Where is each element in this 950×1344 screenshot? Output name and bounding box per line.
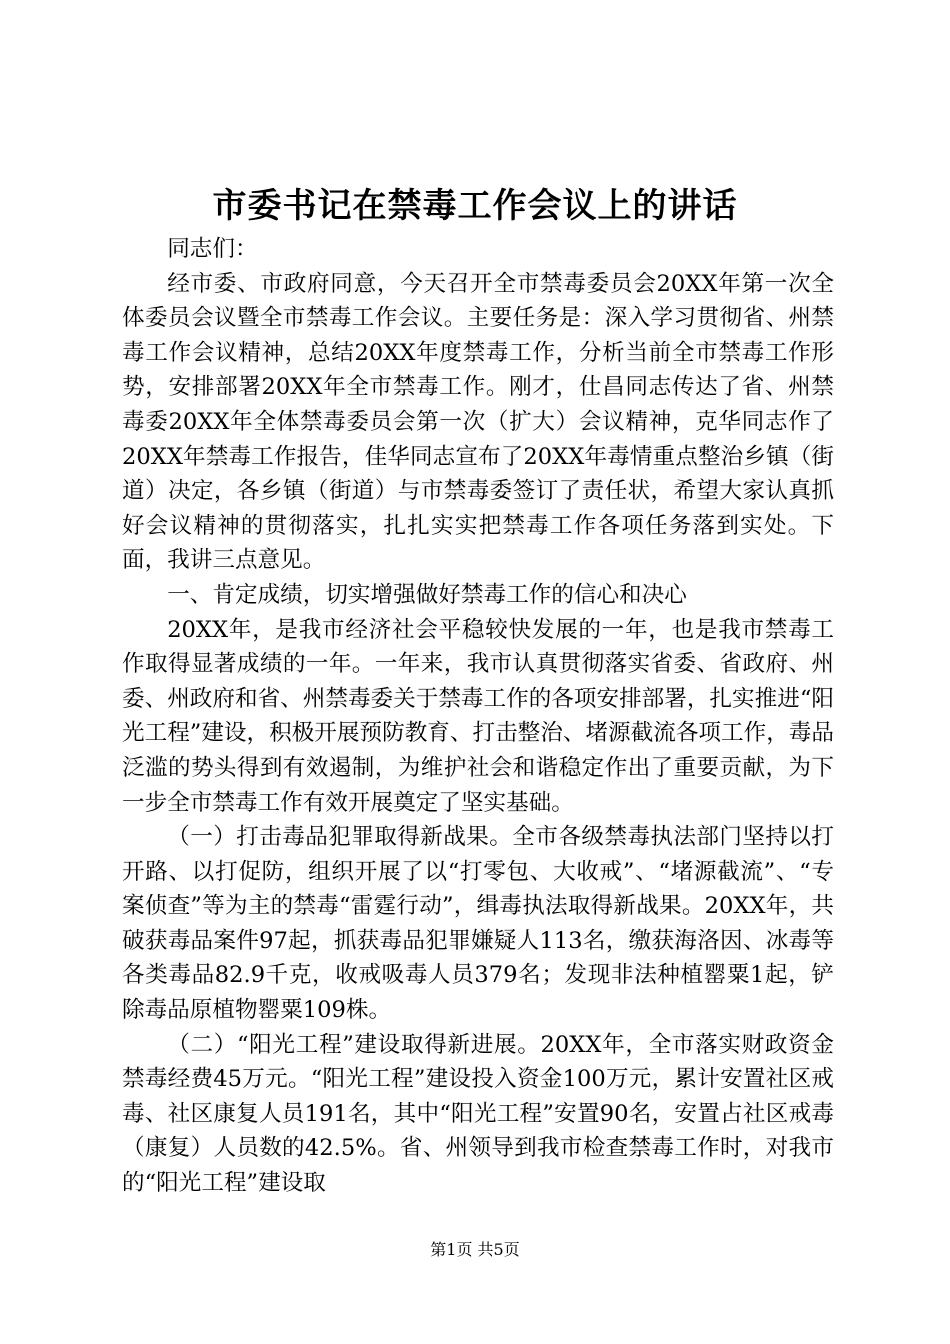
salutation-paragraph: 同志们： <box>167 236 258 262</box>
document-title: 市委书记在禁毒工作会议上的讲话 <box>212 186 738 226</box>
document-body <box>122 232 834 1201</box>
body-paragraph: 20XX年，是我市经济社会平稳较快发展的一年，也是我市禁毒工作取得显著成绩的一年。一年来，我市认真贯彻落实省委、省政府、州委、州政府和省、州禁毒委关于禁毒工作的各项安排部署，扎实推进“阳光工程”建设，积极开展预防教育、打击整治、堵源截流各项工作，毒品泛滥的势头得到有效遏制，为维护社会和谐稳定作出了重要贡献，为下一步全市禁毒工作有效开展奠定了坚实基础。 <box>122 616 834 816</box>
section-heading: 一、肯定成绩，切实增强做好禁毒工作的信心和决心 <box>167 581 687 608</box>
body-paragraph: （一）打击毒品犯罪取得新战果。全市各级禁毒执法部门坚持以打开路、以打促防，组织开展了以“打零包、大收戒”、“堵源截流”、“专案侦查”等为主的禁毒“雷霆行动”，缉毒执法取得新战果。20XX年，共破获毒品案件97起，抓获毒品犯罪嫌疑人113名，缴获海洛因、冰毒等各类毒品82.9千克，收戒吸毒人员379名；发现非法种植罂粟1起，铲除毒品原植物罂粟109株。 <box>122 824 834 1024</box>
body-paragraph: （二）“阳光工程”建设取得新进展。20XX年，全市落实财政资金禁毒经费45万元。“阳光工程”建设投入资金100万元，累计安置社区戒毒、社区康复人员191名，其中“阳光工程”安置90名，安置占社区戒毒（康复）人员数的42.5%。省、州领导到我市检查禁毒工作时，对我市的“阳光工程”建设取 <box>122 1031 834 1197</box>
body-paragraph: 经市委、市政府同意，今天召开全市禁毒委员会20XX年第一次全体委员会议暨全市禁毒工作会议。主要任务是：深入学习贯彻省、州禁毒工作会议精神，总结20XX年度禁毒工作，分析当前全市禁毒工作形势，安排部署20XX年全市禁毒工作。刚才，仕昌同志传达了省、州禁毒委20XX年全体禁毒委员会第一次（扩大）会议精神，克华同志作了20XX年禁毒工作报告，佳华同志宣布了20XX年毒情重点整治乡镇（街道）决定，各乡镇（街道）与市禁毒委签订了责任状，希望大家认真抓好会议精神的贯彻落实，扎扎实实把禁毒工作各项任务落到实处。下面，我讲三点意见。 <box>122 270 834 574</box>
page-footer: 第1页 共5页 <box>430 1240 520 1259</box>
